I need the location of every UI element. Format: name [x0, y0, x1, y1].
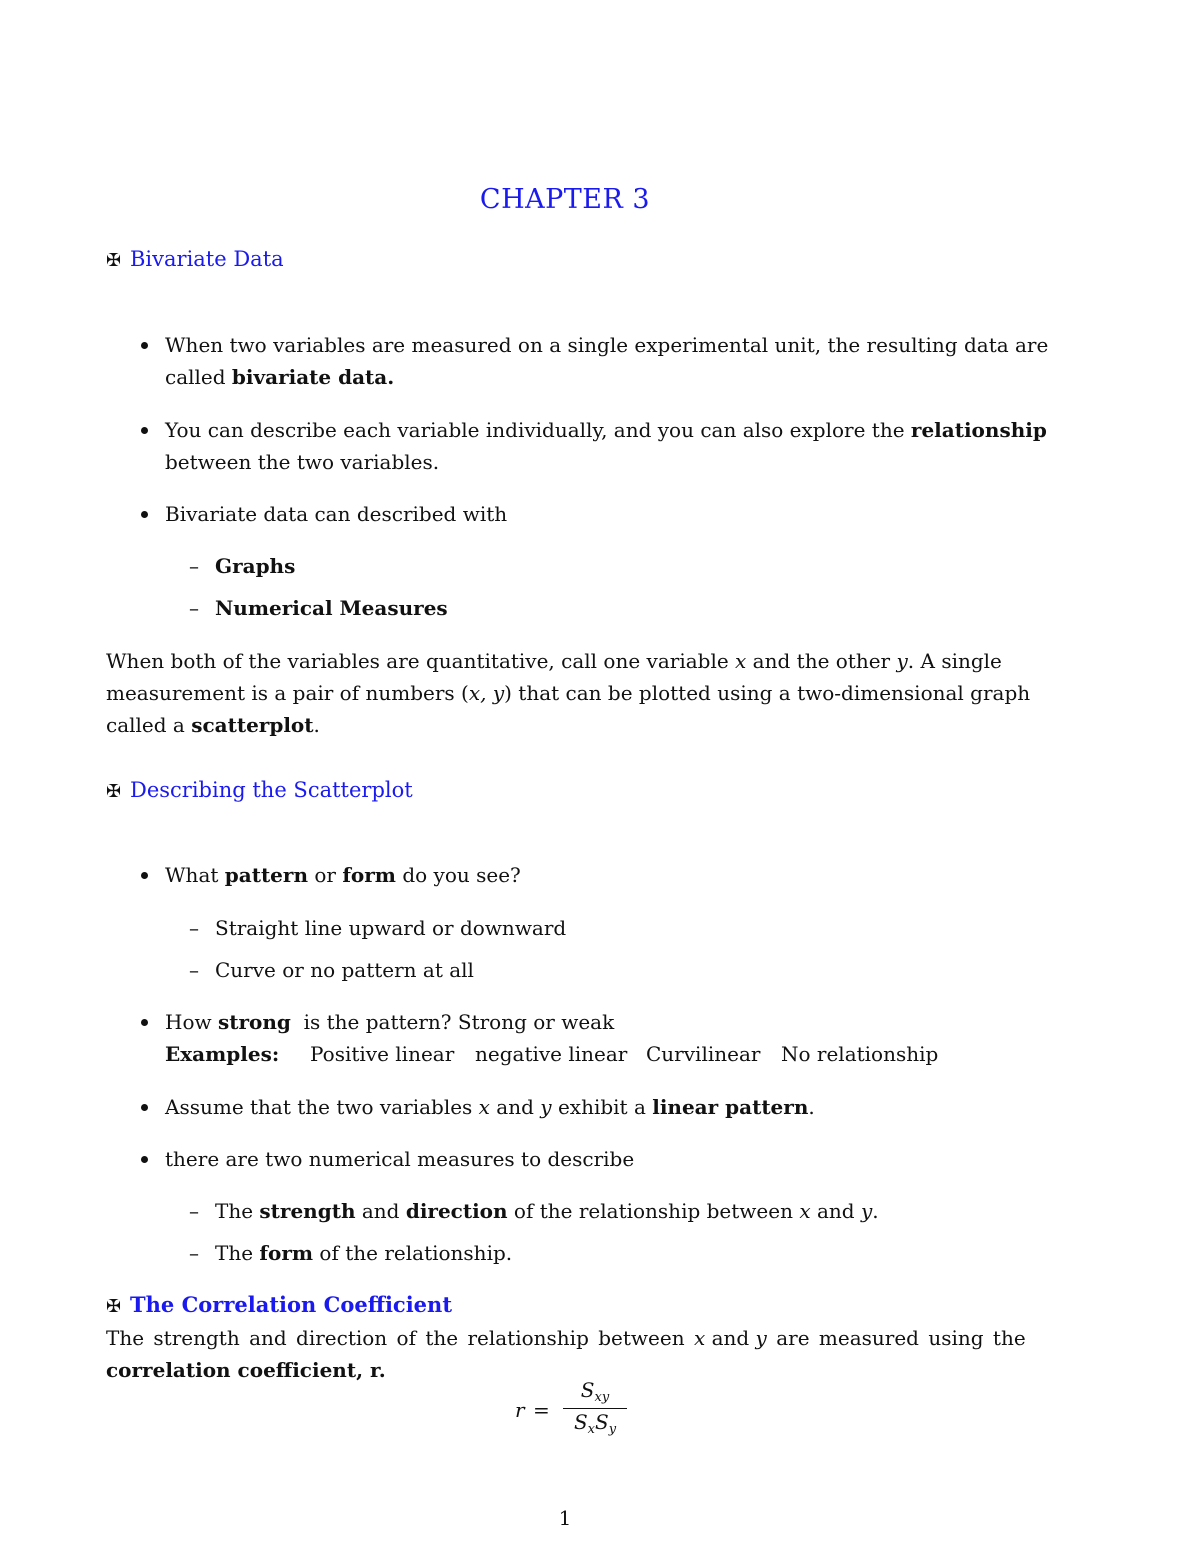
list-item: What pattern or form do you see?	[165, 863, 521, 887]
correlation-formula	[515, 1378, 635, 1442]
text: called	[165, 365, 232, 389]
paragraph-line: correlation coefficient, r.	[106, 1358, 386, 1382]
formula-denominator: $S_xS_y$	[573, 1410, 617, 1437]
formula-lhs: r	[515, 1398, 525, 1422]
section-title: The Correlation Coefficient	[130, 1292, 453, 1317]
example-positive-linear: Positive linear	[310, 1042, 455, 1066]
text: between the two variables.	[165, 450, 440, 474]
sub-list-item: – The form of the relationship.	[215, 1239, 512, 1267]
example-curvilinear: Curvilinear	[646, 1042, 761, 1066]
list-item	[165, 331, 1048, 359]
paragraph-line: When both of the variables are quantitative, call one variable x and the other y. A single	[106, 649, 1002, 673]
list-item-continuation	[165, 448, 439, 476]
list-item: there are two numerical measures to describe	[165, 1147, 635, 1171]
examples-label: Examples:	[165, 1042, 280, 1066]
cross-icon: ✠	[106, 781, 122, 802]
list-item-text: When two variables are measured on a single experimental unit, the resulting data are	[165, 333, 1049, 357]
list-item	[165, 500, 507, 528]
section-heading-bivariate-data	[106, 245, 284, 275]
section-title: Bivariate Data	[130, 247, 284, 271]
bold-term: relationship	[910, 418, 1047, 442]
sub-list-item: – Straight line upward or downward	[215, 914, 566, 942]
formula-equals: =	[533, 1398, 550, 1422]
example-no-relationship: No relationship	[781, 1042, 939, 1066]
section-heading-describing-scatterplot	[106, 776, 413, 806]
paragraph-line: The strength and direction of the relationship between x and y are measured using the	[106, 1326, 1026, 1350]
cross-icon: ✠	[106, 250, 122, 271]
paragraph-line: measurement is a pair of numbers (x, y) that can be plotted using a two-dimensional graph	[106, 681, 1031, 705]
sub-list-item: – Curve or no pattern at all	[215, 956, 474, 984]
bold-term: Graphs	[215, 554, 296, 578]
list-item: How strong is the pattern? Strong or weak	[165, 1010, 615, 1034]
text: Bivariate data can described with	[165, 502, 508, 526]
formula-numerator: $S_{xy}$	[580, 1378, 610, 1405]
bold-term: bivariate data.	[231, 365, 395, 389]
paragraph-line: called a scatterplot.	[106, 713, 320, 737]
bold-term: Numerical Measures	[215, 596, 448, 620]
text: You can describe each variable individually, and you can also explore the	[165, 418, 911, 442]
page-number: 1	[558, 1506, 572, 1530]
list-item	[165, 416, 1047, 444]
examples-line	[165, 1040, 965, 1068]
example-negative-linear: negative linear	[475, 1042, 628, 1066]
chapter-title: CHAPTER 3	[479, 184, 651, 215]
list-item: Assume that the two variables x and y exhibit a linear pattern.	[165, 1095, 815, 1119]
sub-list-item	[215, 552, 295, 580]
section-heading-correlation-coefficient	[106, 1291, 452, 1321]
sub-list-item: – The strength and direction of the relationship between x and y.	[215, 1197, 879, 1225]
section-title: Describing the Scatterplot	[130, 778, 413, 802]
list-item-continuation	[165, 363, 394, 391]
cross-icon: ✠	[106, 1296, 122, 1317]
sub-list-item	[215, 594, 448, 622]
fraction-bar	[563, 1408, 627, 1409]
